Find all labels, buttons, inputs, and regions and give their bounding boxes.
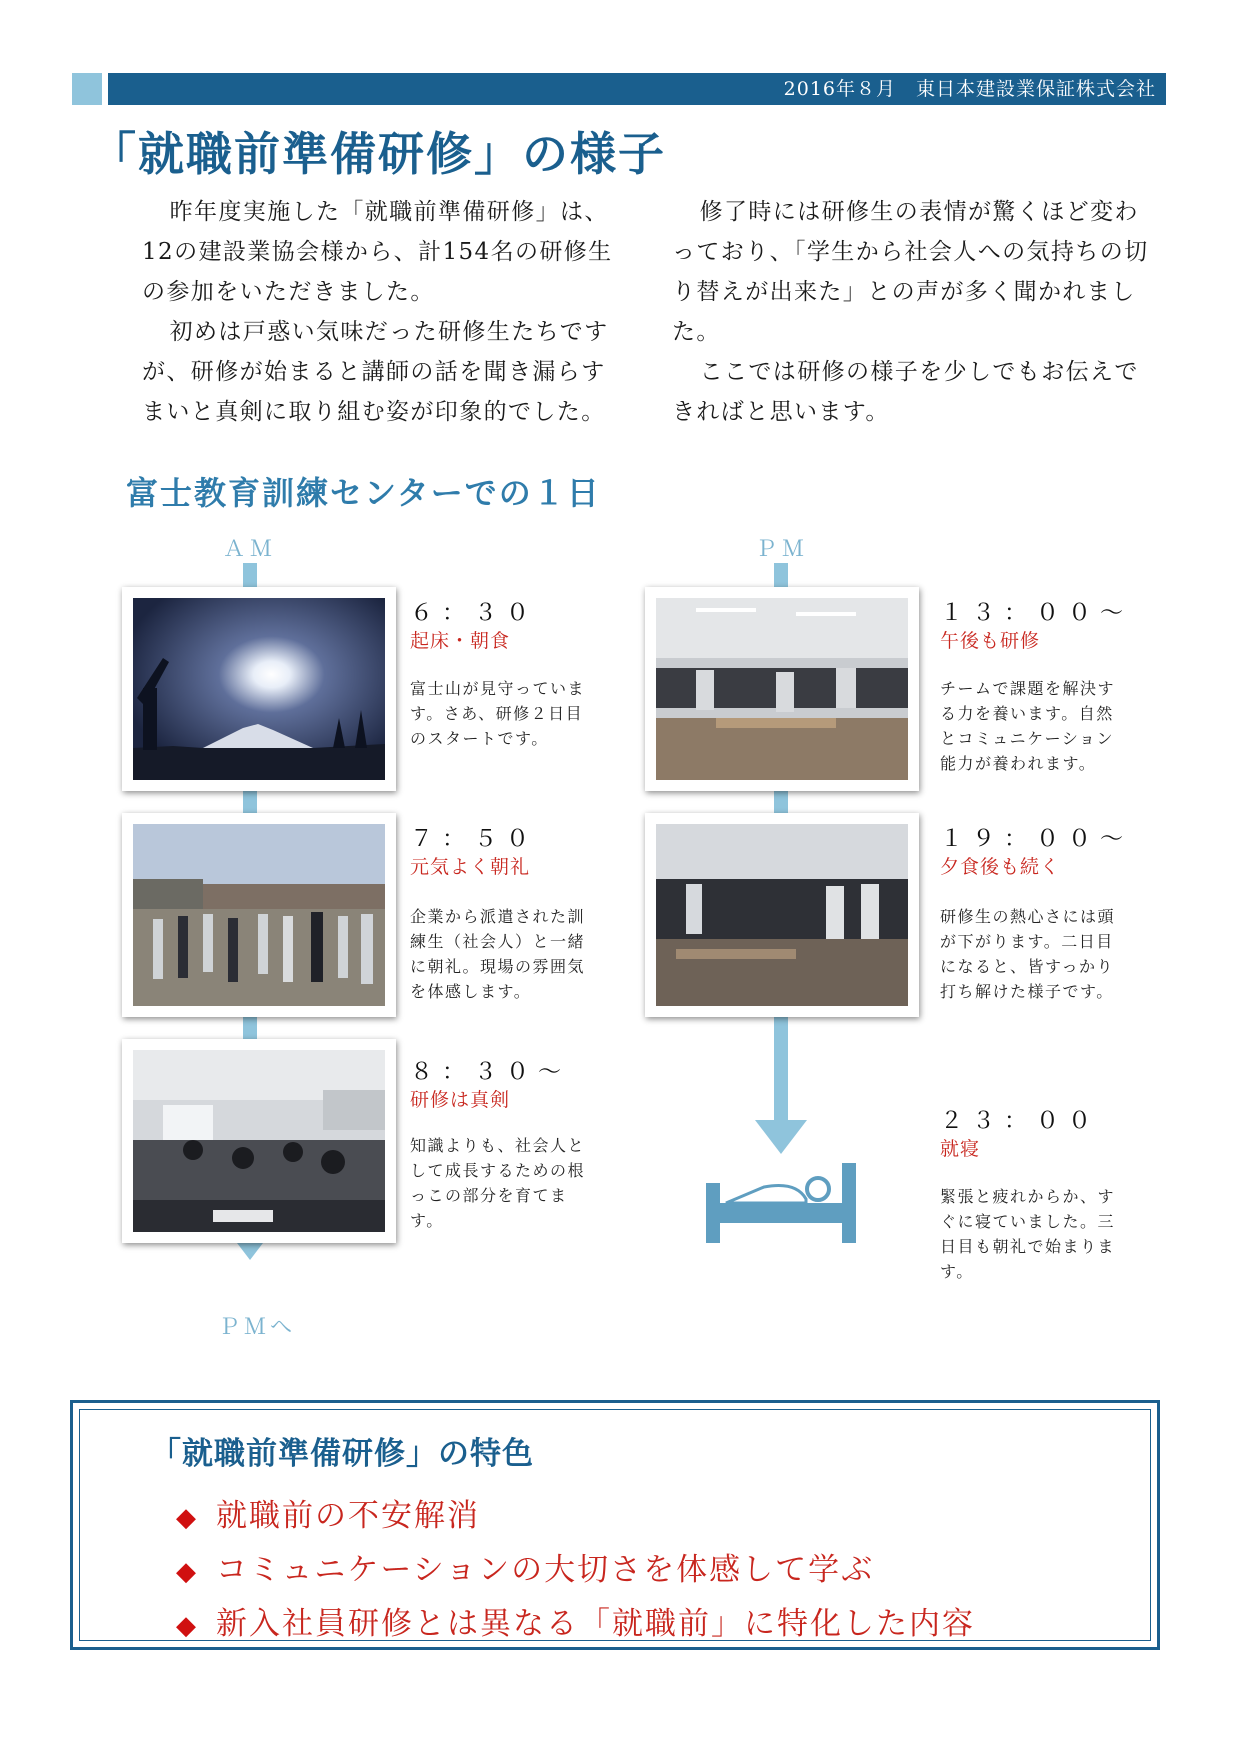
diamond-bullet-icon: ◆	[176, 1503, 198, 1533]
photo-frame-evening	[645, 813, 919, 1017]
intro-right-paragraph-1: 修了時には研修生の表情が驚くほど変わっており、「学生から社会人への気持ちの切り替えが出来た」との声が多く聞かれました。	[672, 199, 1149, 345]
am-item-3-time: ８：３０～	[410, 1059, 570, 1085]
intro-left-paragraph-1: 昨年度実施した「就職前準備研修」は、12の建設業協会様から、計154名の研修生の参加をいただきました。	[142, 199, 613, 305]
page-title: 「就職前準備研修」の様子	[90, 127, 666, 181]
section-title: 富士教育訓練センターでの１日	[126, 474, 601, 512]
intro-right-column	[672, 192, 1152, 432]
pm-item-1-event: 午後も研修	[940, 630, 1041, 652]
features-item-3	[176, 1598, 975, 1643]
am-item-2-event: 元気よく朝礼	[410, 856, 531, 878]
sleeping-bed-icon	[706, 1163, 856, 1243]
header-accent-block	[72, 73, 102, 105]
am-item-3-event: 研修は真剣	[410, 1089, 511, 1111]
pm-item-1-desc: チームで課題を解決する力を養います。自然とコミュニケーション能力が養われます。	[940, 679, 1116, 773]
features-title: 「就職前準備研修」の特色	[150, 1436, 534, 1472]
am-item-3-desc: 知識よりも、社会人として成長するための根っこの部分を育てます。	[410, 1136, 586, 1230]
features-item-3-text: 新入社員研修とは異なる「就職前」に特化した内容	[216, 1606, 975, 1642]
diamond-bullet-icon: ◆	[176, 1557, 198, 1587]
pm-he-label: ＰＭへ	[218, 1315, 297, 1340]
pm-item-2-time: １９：００～	[940, 826, 1132, 852]
am-item-1-time: ６：３０	[410, 600, 538, 626]
photo-frame-morning-assembly	[122, 813, 396, 1017]
features-item-2-text: コミュニケーションの大切さを体感して学ぶ	[216, 1552, 875, 1588]
pm-item-2-event: 夕食後も続く	[940, 856, 1061, 878]
photo-fuji-sunrise	[133, 598, 385, 780]
photo-frame-afternoon	[645, 587, 919, 791]
am-label: ＡＭ	[222, 537, 277, 562]
photo-frame-classroom-am	[122, 1039, 396, 1243]
pm-label: ＰＭ	[754, 537, 809, 562]
photo-evening-training	[656, 824, 908, 1006]
photo-frame-sunrise	[122, 587, 396, 791]
photo-afternoon-training	[656, 598, 908, 780]
intro-left-paragraph-2: 初めは戸惑い気味だった研修生たちですが、研修が始まると講師の話を聞き漏らすまいと真剣に取り組む姿が印象的でした。	[142, 319, 609, 425]
pm-item-1-time: １３：００～	[940, 600, 1132, 626]
features-item-1	[176, 1490, 480, 1535]
pm-item-3-time: ２３：００	[940, 1108, 1100, 1134]
features-item-1-text: 就職前の不安解消	[216, 1498, 480, 1534]
am-item-2-desc: 企業から派遣された訓練生（社会人）と一緒に朝礼。現場の雰囲気を体感します。	[410, 907, 586, 1001]
features-item-2	[176, 1544, 874, 1589]
header-date-company: 2016年８月 東日本建設業保証株式会社	[783, 78, 1156, 100]
photo-morning-assembly	[133, 824, 385, 1006]
pm-arrow-down-icon	[755, 1120, 807, 1156]
am-item-1-event: 起床・朝食	[410, 630, 511, 652]
intro-right-paragraph-2: ここでは研修の様子を少しでもお伝えできればと思います。	[672, 359, 1139, 425]
intro-left-column	[142, 192, 622, 432]
pm-item-2-desc: 研修生の熱心さには頭が下がります。二日目になると、皆すっかり打ち解けた様子です。	[940, 907, 1116, 1001]
am-item-2-time: ７：５０	[410, 826, 538, 852]
diamond-bullet-icon: ◆	[176, 1611, 198, 1641]
pm-item-3-event: 就寝	[940, 1138, 981, 1160]
pm-item-3-desc: 緊張と疲れからか、すぐに寝ていました。三日目も朝礼で始まります。	[940, 1187, 1116, 1281]
am-item-1-desc: 富士山が見守っています。さあ、研修２日目のスタートです。	[410, 679, 586, 748]
photo-classroom-lecture	[133, 1050, 385, 1232]
